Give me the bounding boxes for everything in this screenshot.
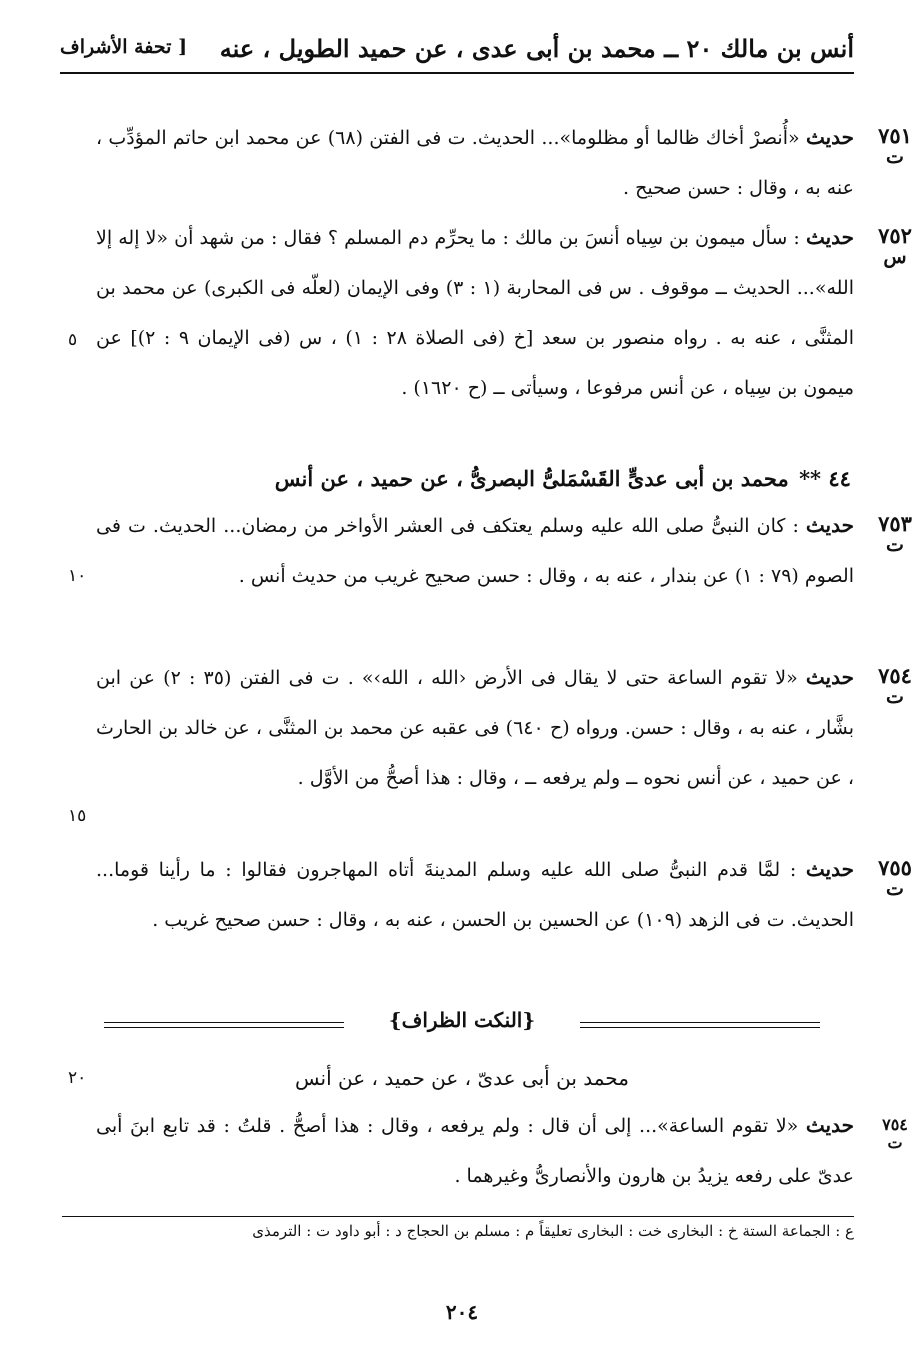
section-heading bbox=[275, 466, 854, 491]
keyword: حديث bbox=[805, 513, 854, 537]
entry-text: حديث «أُنصرْ أخاك ظالما أو مظلوما»... الحديث. ت فى الفتن (٦٨) عن محمد ابن حاتم المؤدِّب ، عنه به ، وقال : حسن صحيح . bbox=[96, 125, 855, 199]
entry-number: ٧٥٥ ت bbox=[866, 856, 924, 900]
source-code: س bbox=[883, 246, 907, 269]
hadith-entry-753 bbox=[96, 500, 912, 601]
keyword: حديث bbox=[805, 665, 854, 689]
hadith-entry-752 bbox=[96, 212, 912, 413]
keyword: حديث bbox=[805, 857, 854, 881]
keyword: حديث bbox=[805, 225, 855, 249]
running-title: أنس بن مالك ٢٠ ــ محمد بن أبى عدى ، عن حميد الطويل ، عنه bbox=[219, 34, 854, 63]
section-title: محمد بن أبى عدىٍّ القَسْمَلىُّ البصرىُّ ، عن حميد ، عن أنس bbox=[274, 466, 789, 491]
source-code: ت bbox=[887, 1132, 903, 1152]
entry-text: حديث : لمَّا قدم النبىُّ صلى الله عليه وسلم المدينةَ أتاه المهاجرون فقالوا : ما رأينا قوما... الحديث. ت فى الزهد (١٠٩) عن الحسين بن الحسن ، عنه به ، وقال : حسن صحيح غريب . bbox=[96, 857, 854, 931]
keyword: حديث bbox=[805, 125, 855, 149]
divider-rule bbox=[104, 1022, 344, 1028]
hadith-entry-751 bbox=[96, 112, 912, 213]
entry-number: ٧٥١ ت bbox=[866, 124, 924, 168]
hadith-entry-754 bbox=[96, 652, 912, 803]
book-title: [ تحفة الأشراف bbox=[60, 36, 188, 58]
nukat-chain: محمد بن أبى عدىّ ، عن حميد ، عن أنس bbox=[295, 1066, 629, 1090]
page-number: ٢٠٤ bbox=[445, 1300, 479, 1324]
source-code: ت bbox=[886, 146, 904, 169]
nukat-divider bbox=[104, 1008, 820, 1038]
source-code: ت bbox=[886, 686, 904, 709]
entry-text: حديث : سأل ميمون بن سِياه أنسَ بن مالك : ما يحرِّم دم المسلم ؟ فقال : من شهد أن «لا إله إلا الله»... الحديث ــ موقوف . س فى المحاربة (١ : ٣) وفى الإيمان (لعلّه فى الكبرى) عن محمد بن المثنَّى ، عنه به . رواه منصور بن سعد [خ (فى الصلاة ٢٨ : ١) ، س (فى الإيمان ٩ : ٢)] عن ميمون بن سِياه ، عن أنس مرفوعا ، وسيأتى ــ (ح ١٦٢٠) . bbox=[96, 225, 855, 399]
entry-number: ٧٥٤ ت bbox=[866, 664, 924, 708]
line-number: ١٠ bbox=[68, 566, 87, 586]
keyword: حديث bbox=[805, 1113, 854, 1137]
entry-number: ٧٥٢ س bbox=[866, 224, 924, 268]
entry-text: حديث «لا تقوم الساعة حتى لا يقال فى الأرض ‹الله ، الله›» . ت فى الفتن (٣٥ : ٢) عن ابن بشَّار ، عنه به ، وقال : حسن. ورواه (ح ٦٤٠) فى عقبه عن محمد بن المثنَّى ، عن خالد بن الحارث ، عن حميد ، عن أنس نحوه ــ ولم يرفعه ــ ، وقال : هذا أصحُّ من الأوَّل . bbox=[96, 665, 855, 789]
nukat-entry-754 bbox=[96, 1100, 908, 1201]
page-header bbox=[60, 28, 854, 74]
entry-text: حديث «لا تقوم الساعة»... إلى أن قال : ولم يرفعه ، وقال : هذا أصحُّ . قلتُ : قد تابع ابنَ أبى عدىّ على رفعه يزيدُ بن هارون والأنصارىُّ وغيرهما . bbox=[96, 1113, 854, 1187]
line-number: ٢٠ bbox=[68, 1068, 87, 1088]
entry-number: ٧٥٣ ت bbox=[866, 512, 924, 556]
line-number: ١٥ bbox=[68, 806, 87, 826]
abbreviation-legend: ع : الجماعة الستة خ : البخارى خت : البخارى تعليقاً م : مسلم بن الحجاج د : أبو داود ت : الترمذى bbox=[252, 1222, 854, 1240]
entry-number: ٧٥٤ ت bbox=[866, 1116, 924, 1151]
source-code: ت bbox=[886, 534, 904, 557]
footer-rule bbox=[62, 1216, 854, 1217]
entry-text: حديث : كان النبىُّ صلى الله عليه وسلم يعتكف فى العشر الأواخر من رمضان... الحديث. ت فى الصوم (٧٩ : ١) عن بندار ، عنه به ، وقال : حسن صحيح غريب من حديث أنس . bbox=[96, 513, 854, 587]
section-mark: ٤٤ ** bbox=[799, 466, 851, 491]
line-number: ٥ bbox=[68, 330, 78, 350]
source-code: ت bbox=[886, 878, 904, 901]
hadith-entry-755 bbox=[96, 844, 912, 945]
divider-title: {النكت الظراف} bbox=[388, 1008, 536, 1032]
